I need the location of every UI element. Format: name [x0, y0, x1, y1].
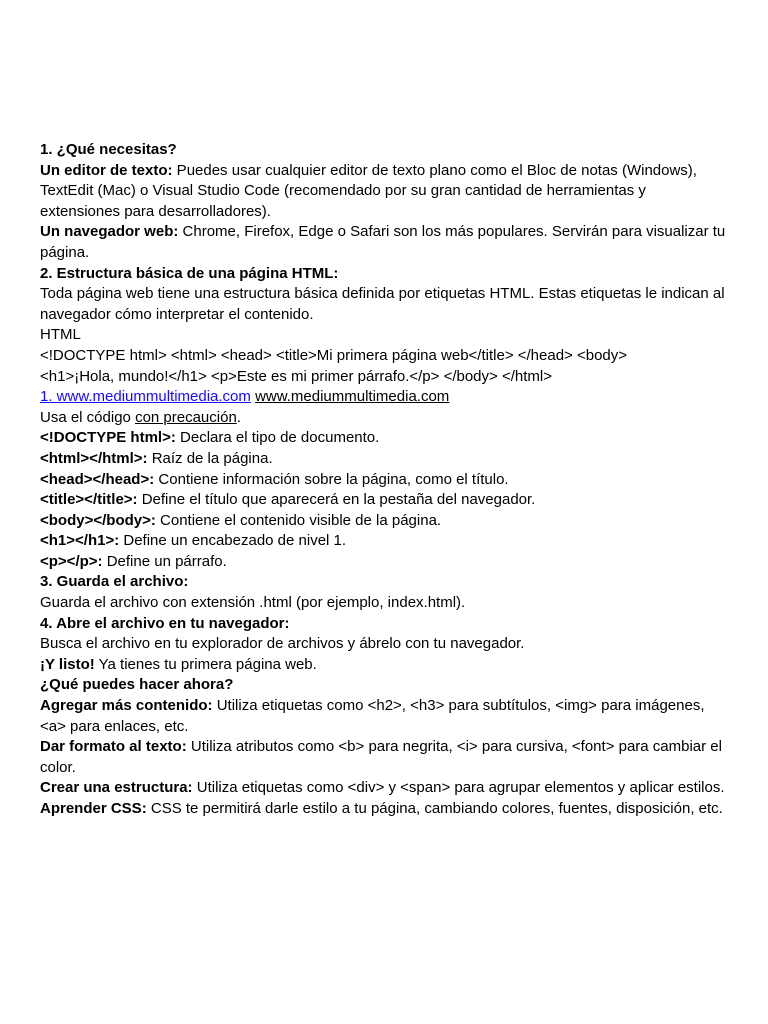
code-line-2: <h1>¡Hola, mundo!</h1> <p>Este es mi primer párrafo.</p> </body> </html> — [40, 367, 552, 385]
definition-tag: <!DOCTYPE html>: — [40, 429, 176, 447]
definition-row — [40, 490, 728, 511]
paragraph-ready — [40, 655, 728, 676]
next-step-label: Crear una estructura: — [40, 779, 193, 797]
section-heading-3: 3. Guarda el archivo: — [40, 573, 189, 591]
next-step-text: CSS te permitirá darle estilo a tu página, cambiando colores, fuentes, disposición, etc. — [146, 800, 723, 817]
reference-link-numbered[interactable]: 1. www.mediummultimedia.com — [40, 388, 251, 406]
next-step-item — [40, 799, 728, 820]
definition-row — [40, 449, 728, 470]
editor-text: Puedes usar cualquier editor de texto plano como el Bloc de notas (Windows), TextEdit (Mac) o Visual Studio Code (recomendado por su gran cantidad de herramientas y extensiones para desarrolladores). — [40, 161, 697, 220]
definition-tag: <p></p>: — [40, 552, 103, 570]
section-heading-4: 4. Abre el archivo en tu navegador: — [40, 614, 290, 632]
next-step-label: Aprender CSS: — [40, 800, 147, 817]
next-step-text: Utiliza etiquetas como <h2>, <h3> para subtítulos, <img> para imágenes, <a> para enlaces, etc. — [40, 697, 705, 735]
code-line-1: <!DOCTYPE html> <html> <head> <title>Mi primera página web</title> </head> <body> — [40, 346, 628, 364]
definition-desc: Raíz de la página. — [147, 449, 273, 467]
definition-desc: Contiene información sobre la página, como el título. — [154, 470, 509, 488]
code-language-label: HTML — [40, 326, 81, 344]
next-step-item — [40, 696, 728, 737]
caution-note — [40, 408, 728, 429]
paragraph-browser — [40, 222, 728, 263]
definition-desc: Contiene el contenido visible de la página. — [155, 511, 442, 529]
next-step-item — [40, 778, 728, 799]
caution-suffix: . — [236, 408, 241, 426]
browser-label: Un navegador web: — [40, 223, 179, 241]
paragraph-editor — [40, 161, 728, 223]
definition-tag: <title></title>: — [40, 491, 138, 509]
next-step-label: Dar formato al texto: — [40, 738, 187, 756]
paragraph-intro: Toda página web tiene una estructura básica definida por etiquetas HTML. Estas etiquetas le indican al navegador cómo interpretar el contenido. — [40, 285, 725, 323]
next-steps-heading: ¿Qué puedes hacer ahora? — [40, 676, 234, 694]
next-step-text: Utiliza etiquetas como <div> y <span> para agrupar elementos y aplicar estilos. — [192, 779, 725, 797]
reference-link[interactable]: www.mediummultimedia.com — [255, 388, 450, 406]
definition-tag: <head></head>: — [40, 470, 155, 488]
browser-text: Chrome, Firefox, Edge o Safari son los más populares. Servirán para visualizar tu página. — [40, 223, 726, 261]
ready-label: ¡Y listo! — [40, 655, 95, 673]
definition-desc: Declara el tipo de documento. — [175, 429, 380, 447]
definition-tag: <h1></h1>: — [40, 532, 120, 550]
paragraph-save: Guarda el archivo con extensión .html (por ejemplo, index.html). — [40, 594, 466, 612]
definition-tag: <html></html>: — [40, 449, 148, 467]
definition-row — [40, 470, 728, 491]
caution-prefix: Usa el código — [40, 408, 136, 426]
next-step-label: Agregar más contenido: — [40, 697, 213, 715]
definition-row — [40, 531, 728, 552]
section-heading-1: 1. ¿Qué necesitas? — [40, 141, 177, 158]
definition-row — [40, 552, 728, 573]
definition-row — [40, 511, 728, 532]
definition-desc: Define un párrafo. — [102, 552, 227, 570]
definition-row — [40, 428, 728, 449]
definition-desc: Define el título que aparecerá en la pestaña del navegador. — [137, 491, 536, 509]
caution-link[interactable]: con precaución — [135, 408, 237, 426]
definition-desc: Define un encabezado de nivel 1. — [119, 532, 347, 550]
ready-text: Ya tienes tu primera página web. — [94, 655, 317, 673]
next-step-item — [40, 737, 728, 778]
definition-tag: <body></body>: — [40, 511, 156, 529]
section-heading-2: 2. Estructura básica de una página HTML: — [40, 264, 339, 282]
paragraph-open: Busca el archivo en tu explorador de archivos y ábrelo con tu navegador. — [40, 635, 525, 653]
reference-links — [40, 387, 728, 408]
next-step-text: Utiliza atributos como <b> para negrita, <i> para cursiva, <font> para cambiar el color. — [40, 738, 722, 776]
editor-label: Un editor de texto: — [40, 161, 173, 179]
